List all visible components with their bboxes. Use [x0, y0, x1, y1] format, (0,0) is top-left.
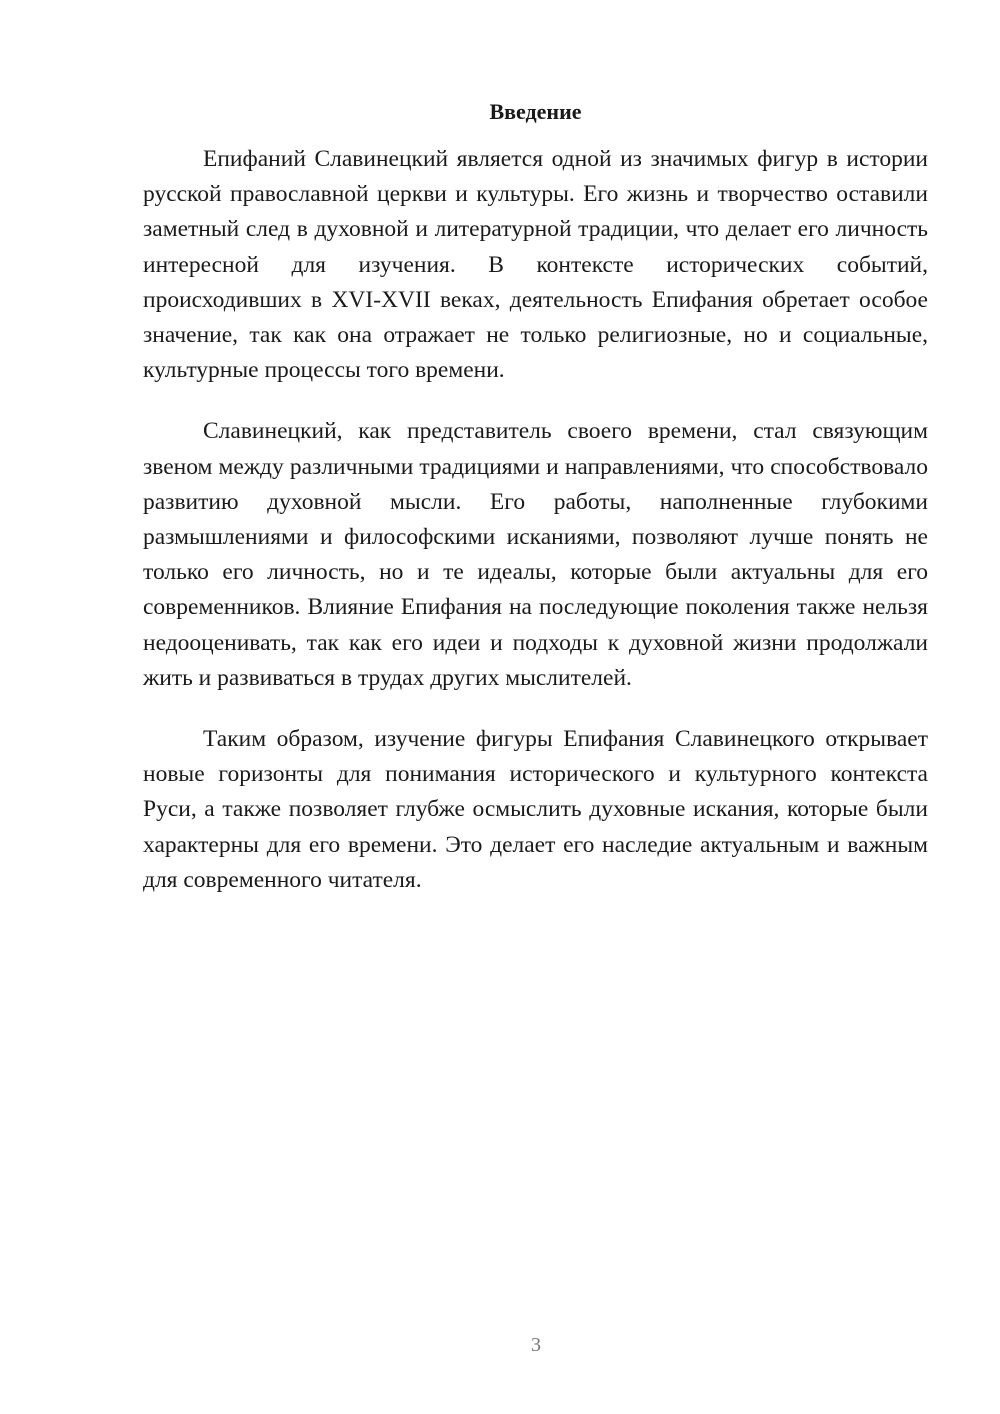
body-text	[143, 142, 928, 924]
paragraph-1: Епифаний Славинецкий является одной из значимых фигур в истории русской православной церкви и культуры. Его жизнь и творчество оставили заметный след в духовной и литературной традиции, что делает его личность интересной для изучения. В контексте исторических событий, происходивших в XVI-XVII веках, деятельность Епифания обретает особое значение, так как она отражает не только религиозные, но и социальные, культурные процессы того времени.	[143, 146, 928, 384]
section-title: Введение	[489, 99, 582, 124]
page-number: 3	[531, 1334, 541, 1356]
paragraph-2: Славинецкий, как представитель своего времени, стал связующим звеном между различными традициями и направлениями, что способствовало развитию духовной мысли. Его работы, наполненные глубокими размышлениями и философскими исканиями, позволяют лучше понять не только его личность, но и те идеалы, которые были актуальны для его современников. Влияние Епифания на последующие поколения также нельзя недооценивать, так как его идеи и подходы к духовной жизни продолжали жить и развиваться в трудах других мыслителей.	[143, 418, 928, 691]
paragraph-3: Таким образом, изучение фигуры Епифания Славинецкого открывает новые горизонты для понимания исторического и культурного контекста Руси, а также позволяет глубже осмыслить духовные искания, которые были характерны для его времени. Это делает его наследие актуальным и важным для современного читателя.	[143, 726, 928, 893]
